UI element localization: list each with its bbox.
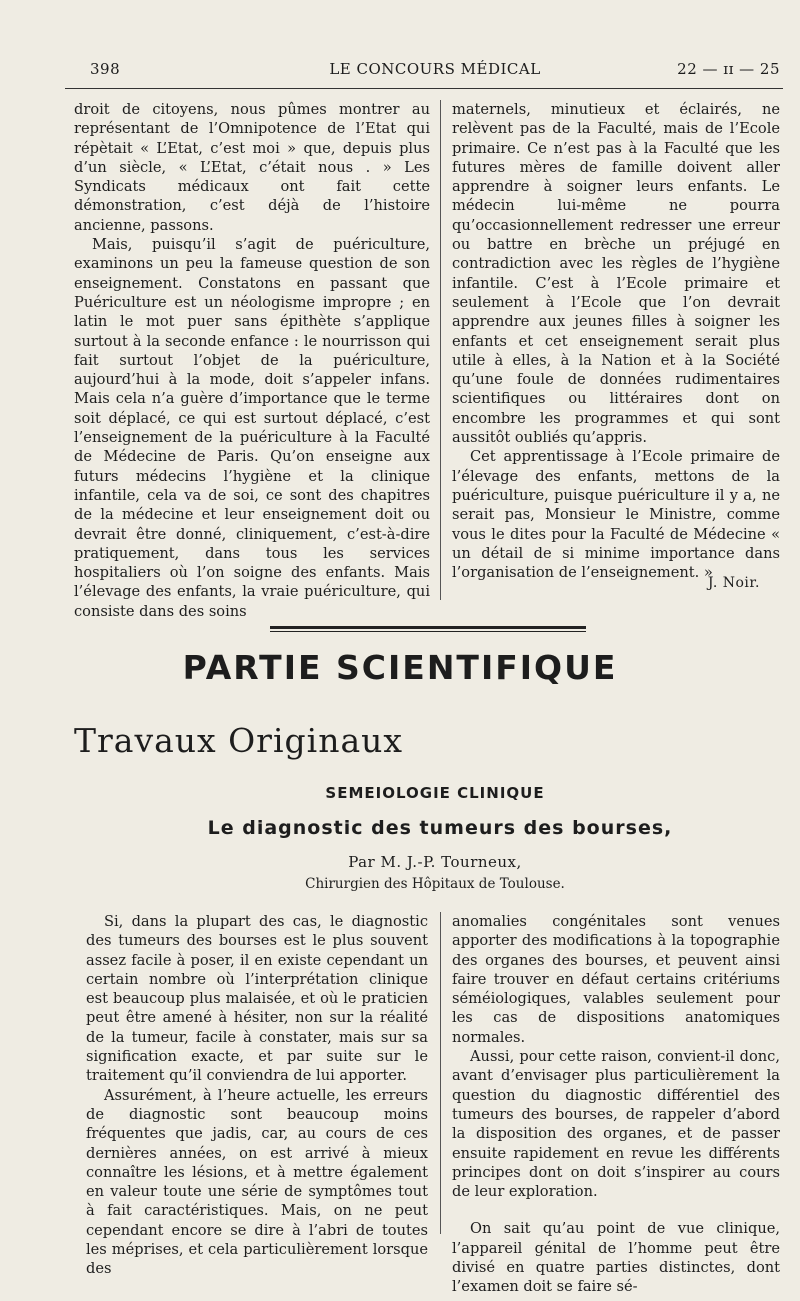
article-title: Le diagnostic des tumeurs des bourses,	[207, 817, 673, 839]
author-affiliation: Chirurgien des Hôpitaux de Toulouse.	[305, 876, 565, 892]
issue-date: 22 — ɪɪ — 25	[677, 60, 780, 78]
subsection-title: Travaux Originaux	[74, 721, 403, 760]
paragraph-gap	[452, 1201, 780, 1219]
paragraph: On sait qu’au point de vue clinique, l’appareil génital de l’homme peut être divisé en quatre parties distinctes, dont l’examen doit se faire sé-	[452, 1220, 780, 1296]
paragraph: maternels, minutieux et éclairés, ne relèvent pas de la Faculté, mais de l’Ecole primaire. Ce n’est pas à la Faculté que les futures mères de famille doivent aller apprendre à soigner leurs enfants. Le médecin lui-même ne pourra qu’occasionnellement redresser une erreur ou battre en brèche un préjugé en contradiction avec les règles de l’hygiène infantile. C’est à l’Ecole primaire et seulement à l’Ecole que l’on devrait apprendre aux jeunes filles à soigner les enfants et cet enseignement serait plus utile à elles, à la Nation et à la Société qu’une foule de données rudimentaires scientifiques ou littéraires dont on encombre les programmes et qui sont aussitôt oubliés qu’appris.	[452, 101, 780, 447]
column-divider	[440, 100, 441, 600]
paragraph: Si, dans la plupart des cas, le diagnostic des tumeurs des bourses est le plus souvent assez facile à poser, il en existe cependant un certain nombre où l’interprétation clinique est beaucoup plus malaisée, et où le praticien peut être amené à hésiter, non sur la réalité de la tumeur, facile à constater, mais sur sa signification exacte, et par suite sur le traitement qu’il conviendra de lui apporter.	[86, 913, 428, 1085]
journal-title: LE CONCOURS MÉDICAL	[329, 60, 541, 78]
paragraph: droit de citoyens, nous pûmes montrer au représentant de l’Omnipotence de l’Etat qui répètait « L’Etat, c’est moi » que, depuis plus d’un siècle, « L’Etat, c’était nous . » Les Syndicats médicaux ont fait cette démonstration, c’est déjà de l’histoire ancienne, passons.	[74, 101, 430, 234]
rubric-title: SEMEIOLOGIE CLINIQUE	[325, 784, 545, 802]
top-left-column	[74, 100, 430, 621]
paragraph: Assurément, à l’heure actuelle, les erreurs de diagnostic sont beaucoup moins fréquentes que jadis, car, au cours de ces dernières années, on est arrivé à mieux connaître les lésions, et à mettre également en valeur toute une série de symptômes tout à fait caractéristiques. Mais, on ne peut cependant encore se dire à l’abri de toutes les méprises, et cela particulièrement lorsque des	[86, 1086, 428, 1278]
author-signature: J. Noir.	[707, 575, 760, 591]
bottom-right-column	[452, 912, 780, 1297]
column-divider	[440, 912, 441, 1234]
running-header	[90, 60, 780, 84]
article-byline: Par M. J.-P. Tourneux,	[348, 853, 522, 871]
header-rule	[65, 88, 783, 89]
paragraph: anomalies congénitales sont venues apporter des modifications à la topographie des organes des bourses, et peuvent ainsi faire trouver en défaut certains critériums séméiologiques, valables seulement pour les cas de dispositions anatomiques normales.	[452, 913, 780, 1046]
bottom-left-column	[86, 912, 428, 1279]
section-title: PARTIE SCIENTIFIQUE	[182, 648, 618, 687]
top-right-column	[452, 100, 780, 582]
paragraph: Mais, puisqu’il s’agit de puériculture, examinons un peu la fameuse question de son enseignement. Constatons en passant que Puériculture est un néologisme impropre ; en latin le mot puer sans épithète s’applique surtout à la seconde enfance : le nourrisson qui fait surtout l’objet de la puériculture, aujourd’hui à la mode, doit s’appeler infans. Mais cela n’a guère d’importance que le terme soit déplacé, ce qui est surtout déplacé, c’est l’enseignement de la puériculture à la Faculté de Médecine de Paris. Qu’on enseigne aux futurs médecins l’hygiène et la clinique infantile, cela va de soi, ce sont des chapitres de la médecine et leur enseignement doit ou devrait être donné, cliniquement, c’est-à-dire pratiquement, dans tous les services hospitaliers où l’on soigne des enfants. Mais l’élevage des enfants, la vraie puériculture, qui consiste dans des soins	[74, 236, 430, 620]
section-rule	[270, 626, 586, 632]
page-number: 398	[90, 60, 121, 78]
paragraph: Cet apprentissage à l’Ecole primaire de l’élevage des enfants, mettons de la puériculture, puisque puériculture il y a, ne serait pas, Monsieur le Ministre, comme vous le dites pour la Faculté de Médecine « un détail de si minime importance dans l’organisation de l’enseignement. »	[452, 448, 780, 582]
paragraph: Aussi, pour cette raison, convient-il donc, avant d’envisager plus particulièrement la question du diagnostic différentiel des tumeurs des bourses, de rappeler d’abord la disposition des organes, et de passer ensuite rapidement en revue les différents principes dont on doit s’inspirer au cours de leur exploration.	[452, 1048, 780, 1201]
